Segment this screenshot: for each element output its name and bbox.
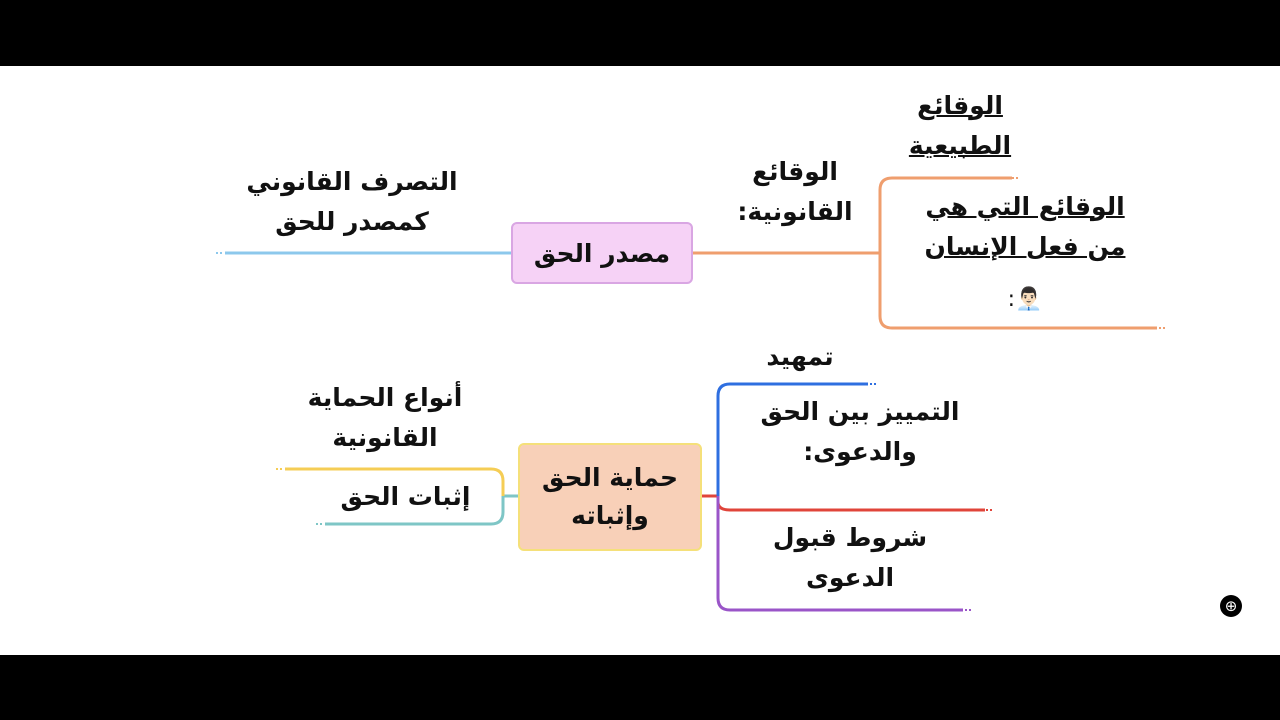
bottom-letterbox bbox=[0, 655, 1280, 720]
branch-admissibility-conditions[interactable]: شروط قبول الدعوى bbox=[772, 523, 928, 592]
person-icon: 👨🏻‍💼: bbox=[1007, 287, 1043, 312]
branch-proof-of-right[interactable]: إثبات الحق bbox=[340, 482, 471, 511]
branch-legal-facts[interactable]: الوقائع القانونية: bbox=[737, 157, 853, 226]
node-source-of-right[interactable] bbox=[511, 222, 693, 284]
branch-distinction[interactable]: التمييز بين الحق والدعوى: bbox=[760, 397, 960, 466]
branch-introduction[interactable]: تمهيد bbox=[766, 342, 834, 371]
connector-lines bbox=[0, 66, 1280, 655]
node-protection-title: حماية الحق وإثباته bbox=[542, 463, 678, 530]
branch-natural-facts[interactable]: الوقائع الطبيعية bbox=[908, 91, 1012, 160]
branch-human-facts[interactable]: الوقائع التي هي من فعل الإنسان bbox=[924, 192, 1126, 261]
node-protection-of-right[interactable] bbox=[518, 443, 702, 551]
top-letterbox bbox=[0, 0, 1280, 66]
add-icon[interactable]: ⊕ bbox=[1220, 595, 1242, 617]
branch-legal-act[interactable]: التصرف القانوني كمصدر للحق bbox=[246, 167, 458, 236]
link-branch-distinction bbox=[718, 496, 985, 510]
mindmap-canvas bbox=[0, 66, 1280, 655]
node-source-title: مصدر الحق bbox=[533, 238, 671, 268]
branch-protection-types[interactable]: أنواع الحماية القانونية bbox=[307, 383, 463, 452]
